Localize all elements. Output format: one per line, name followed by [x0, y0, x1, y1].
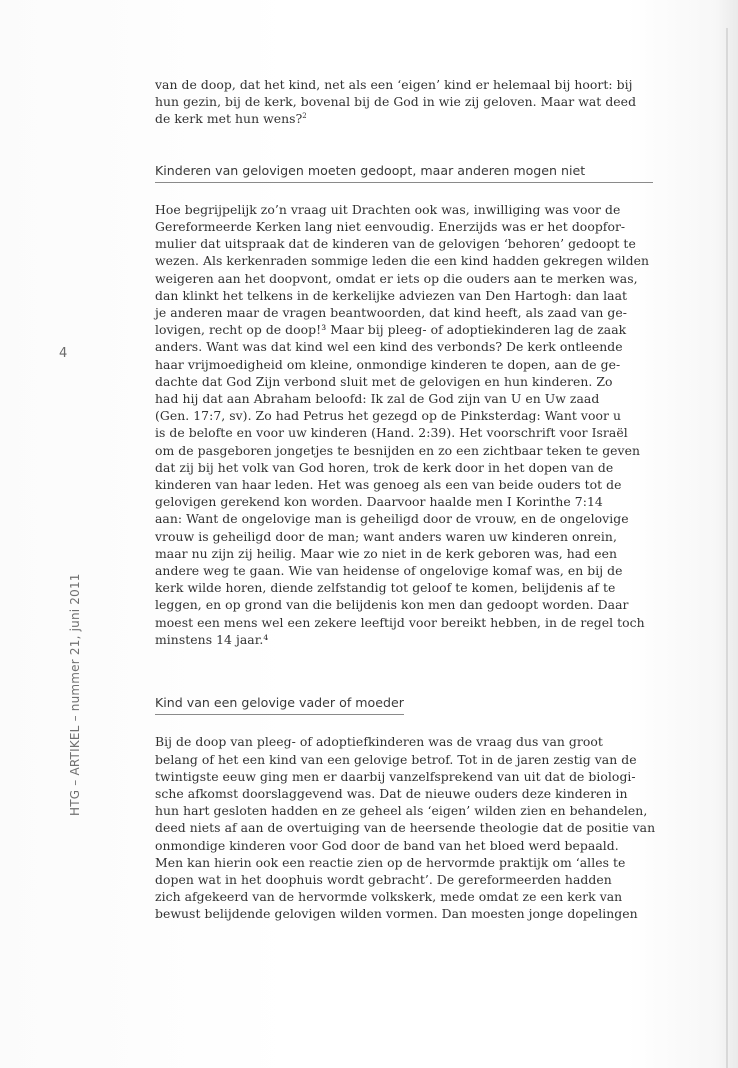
text-line: moest een mens wel een zekere leeftijd voor bereikt hebben, in de regel toch [155, 614, 645, 630]
text-line: dachte dat God Zijn verbond sluit met de gelovigen en hun kinderen. Zo [155, 373, 613, 389]
section-paragraph [155, 733, 656, 922]
text-line: dat zij bij het volk van God horen, trok de kerk door in het dopen van de [155, 459, 614, 475]
text-line: minstens 14 jaar.⁴ [155, 631, 269, 647]
text-line: sche afkomst doorslaggevend was. Dat de nieuwe ouders deze kinderen in [155, 785, 628, 801]
text-line: mulier dat uitspraak dat de kinderen van de gelovigen ‘behoren’ gedoopt te [155, 236, 636, 252]
text-line: leggen, en op grond van die belijdenis kon men dan gedoopt worden. Daar [155, 597, 629, 613]
text-line: anders. Want was dat kind wel een kind des verbonds? De kerk ontleende [155, 339, 623, 355]
text-line: aan: Want de ongelovige man is geheiligd door de vrouw, en de ongelovige [155, 511, 629, 527]
text-line: maar nu zijn zij heilig. Maar wie zo niet in de kerk geboren was, had een [155, 545, 617, 561]
running-head: HTG – ARTIKEL – nummer 21, juni 2011 [68, 573, 82, 816]
text-line: bewust belijdende gelovigen wilden vormen. Dan moesten jonge dopelingen [155, 906, 638, 922]
text-line: Hoe begrijpelijk zo’n vraag uit Drachten ook was, inwilliging was voor de [155, 201, 621, 217]
text-line: wezen. Als kerkenraden sommige leden die een kind hadden gekregen wilden [155, 253, 650, 269]
text-line: hun gezin, bij de kerk, bovenal bij de God in wie zij geloven. Maar wat deed [155, 94, 637, 110]
text-line: Men kan hierin ook een reactie zien op de hervormde praktijk om ‘alles te [155, 854, 626, 870]
text-line: vrouw is geheiligd door de man; want anders waren uw kinderen onrein, [155, 528, 617, 544]
text-line [155, 110, 653, 127]
text-line: Bij de doop van pleeg- of adoptiefkinderen was de vraag dus van groot [155, 734, 603, 750]
text-line-content: de kerk met hun wens? [155, 111, 303, 127]
text-line: haar vrijmoedigheid om kleine, onmondige kinderen te dopen, aan de ge- [155, 356, 621, 372]
text-line: lovigen, recht op de doop!³ Maar bij pleeg- of adoptiekinderen lag de zaak [155, 322, 627, 338]
text-line: kinderen van haar leden. Het was genoeg als een van beide ouders tot de [155, 477, 622, 493]
text-line: belang of het een kind van een gelovige betrof. Tot in de jaren zestig van de [155, 751, 637, 767]
page-number: 4 [59, 346, 68, 361]
binding-spine [726, 28, 728, 1068]
text-line: je anderen maar de vragen beantwoorden, dat kind heeft, als zaad van ge- [155, 305, 628, 321]
intro-paragraph [155, 76, 653, 128]
text-line: zich afgekeerd van de hervormde volkskerk, mede omdat ze een kerk van [155, 889, 623, 905]
section-heading: Kinderen van gelovigen moeten gedoopt, maar anderen mogen niet [155, 162, 653, 183]
footnote-marker: 2 [302, 112, 307, 121]
text-line: Gereformeerde Kerken lang niet eenvoudig. Enerzijds was er het doopfor- [155, 219, 626, 235]
text-line: onmondige kinderen voor God door de band van het bloed werd bepaald. [155, 837, 619, 853]
text-line: is de belofte en voor uw kinderen (Hand. 2:39). Het voorschrift voor Israël [155, 425, 628, 441]
section-heading: Kind van een gelovige vader of moeder [155, 694, 404, 715]
text-line: andere weg te gaan. Wie van heidense of ongelovige komaf was, en bij de [155, 563, 623, 579]
section-paragraph [155, 201, 653, 648]
text-line: deed niets af aan de overtuiging van de heersende theologie dat de positie van [155, 820, 656, 836]
text-line: dopen wat in het doophuis wordt gebracht’. De gereformeerden hadden [155, 871, 612, 887]
text-line: had hij dat aan Abraham beloofd: Ik zal de God zijn van U en Uw zaad [155, 391, 600, 407]
text-line: hun hart gesloten hadden en ze geheel als ‘eigen’ wilden zien en behandelen, [155, 803, 648, 819]
text-line: (Gen. 17:7, sv). Zo had Petrus het gezegd op de Pinksterdag: Want voor u [155, 408, 621, 424]
text-line: weigeren aan het doopvont, omdat er iets op die ouders aan te merken was, [155, 270, 638, 286]
text-line: gelovigen gerekend kon worden. Daarvoor haalde men I Korinthe 7:14 [155, 494, 603, 510]
text-line: kerk wilde horen, diende zelfstandig tot geloof te komen, belijdenis af te [155, 580, 616, 596]
text-line: dan klinkt het telkens in de kerkelijke adviezen van Den Hartogh: dan laat [155, 287, 628, 303]
text-line: om de pasgeboren jongetjes te besnijden en zo een zichtbaar teken te geven [155, 442, 641, 458]
text-line: van de doop, dat het kind, net als een ‘eigen’ kind er helemaal bij hoort: bij [155, 77, 633, 92]
text-line: twintigste eeuw ging men er daarbij vanzelfsprekend van uit dat de biologi- [155, 768, 636, 784]
article-body [155, 76, 656, 923]
